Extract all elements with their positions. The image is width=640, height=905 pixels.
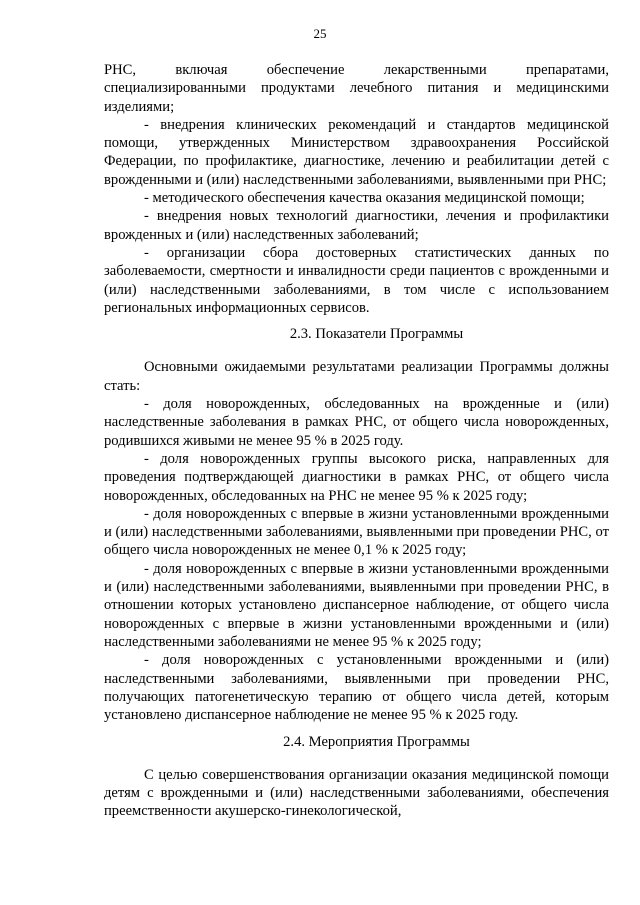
intro-list-item: - методического обеспечения качества оказания медицинской помощи;	[144, 190, 585, 207]
section-2-4-paragraph: С целью совершенствования организации оказания медицинской помощи детям с врожденными и (или) наследственными заболеваниями, обеспечения преемственности акушерско-гинекологической,	[104, 766, 609, 820]
intro-list-item: - внедрения новых технологий диагностики, лечения и профилактики врожденных и (или) наследственных заболеваний;	[104, 208, 609, 243]
section-heading-2-3: 2.3. Показатели Программы	[289, 326, 464, 343]
indicator-item: - доля новорожденных, обследованных на врожденные и (или) наследственные заболевания в рамках РНС, от общего числа новорожденных, родившихся живыми не менее 95 % в 2025 году.	[104, 396, 609, 449]
section-heading-2-4: 2.4. Мероприятия Программы	[283, 734, 470, 751]
indicator-item: - доля новорожденных с впервые в жизни установленными врожденными и (или) наследственными заболеваниями, выявленными при проведении РНС, в отношении которых установлено диспансерное наблюдение, от общего числа новорожденных с впервые в жизни установленными врожденными и (или) наследственными заболеваниями не менее 95 % к 2025 году;	[104, 560, 609, 650]
section-2-3-lead-paragraph: Основными ожидаемыми результатами реализации Программы должны стать:	[104, 359, 609, 394]
indicator-item: - доля новорожденных с установленными врожденными и (или) наследственными заболеваниями, выявленными при проведении РНС, получающих патогенетическую терапию от общего числа детей, которым установлено диспансерное наблюдение не менее 95 % к 2025 году.	[104, 652, 609, 724]
indicator-item: - доля новорожденных с впервые в жизни установленными врожденными и (или) наследственными заболеваниями, выявленными при проведении РНС, от общего числа новорожденных не менее 0,1 % к 2025 году;	[104, 505, 609, 559]
intro-list-item: - внедрения клинических рекомендаций и стандартов медицинской помощи, утвержденных Министерством здравоохранения Российской Федерации, по профилактике, диагностике, лечению и реабилитации детей с врожденными и (или) наследственными заболеваниями, выявленными при РНС;	[104, 116, 609, 188]
indicator-item: - доля новорожденных группы высокого риска, направленных для проведения подтверждающей диагностики в рамках РНС, от общего числа новорожденных, обследованных на РНС не менее 95 % к 2025 году;	[104, 450, 609, 504]
intro-list-item: - организации сбора достоверных статистических данных по заболеваемости, смертности и инвалидности среди пациентов с врожденными и (или) наследственными заболеваниями, в том числе с использованием региональных информационных сервисов.	[104, 244, 609, 316]
page-number: 25	[313, 26, 327, 41]
intro-paragraph-continuation: РНС, включая обеспечение лекарственными препаратами, специализированными продуктами лечебного питания и медицинскими изделиями;	[104, 62, 609, 115]
page-content	[104, 61, 609, 821]
